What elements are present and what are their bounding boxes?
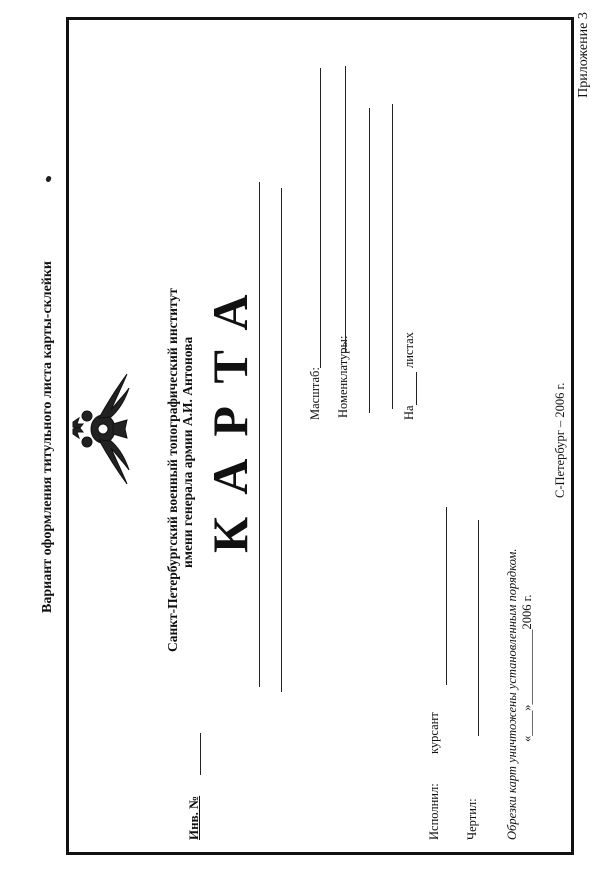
appendix-label: Приложение 3 xyxy=(576,12,591,98)
institute-name-line1: Санкт-Петербургский военный топографический институт xyxy=(165,288,180,652)
drafted-line xyxy=(478,520,479,736)
map-title: КАРТА xyxy=(202,272,258,553)
sheets-suffix: листах xyxy=(402,332,416,368)
nomenclature-line-1 xyxy=(345,66,346,352)
executor-line xyxy=(446,507,447,685)
inventory-label: Инв. № xyxy=(186,795,201,840)
destroyed-note: Обрезки карт уничтожены установленным порядком. xyxy=(505,548,519,840)
title-line-right xyxy=(281,188,282,692)
sheets-prefix: На xyxy=(402,405,416,420)
scale-label: Масштаб: xyxy=(308,367,322,420)
sheets-count-line xyxy=(416,372,417,405)
ink-spot xyxy=(45,175,52,182)
nomenclature-line-2 xyxy=(369,108,370,413)
executor-label: Исполнил: xyxy=(427,783,441,840)
nomenclature-line-3 xyxy=(392,104,393,409)
city-year: С-Петербург – 2006 г. xyxy=(553,382,567,498)
scale-line xyxy=(320,68,321,368)
nomenclature-label: Номенклатуры: xyxy=(336,335,350,418)
date-line: «____»____________2006 г. xyxy=(520,594,534,742)
institute-name-line2: имени генерала армии А.И. Антонова xyxy=(180,336,195,568)
double-headed-eagle-emblem-icon xyxy=(69,370,131,490)
cadet-label: курсант xyxy=(427,712,441,754)
page-side-title: Вариант оформления титульного листа карты-склейки xyxy=(40,261,55,613)
drafted-label: Чертил: xyxy=(465,798,479,840)
inventory-line xyxy=(200,733,201,775)
title-line-left xyxy=(259,182,260,687)
